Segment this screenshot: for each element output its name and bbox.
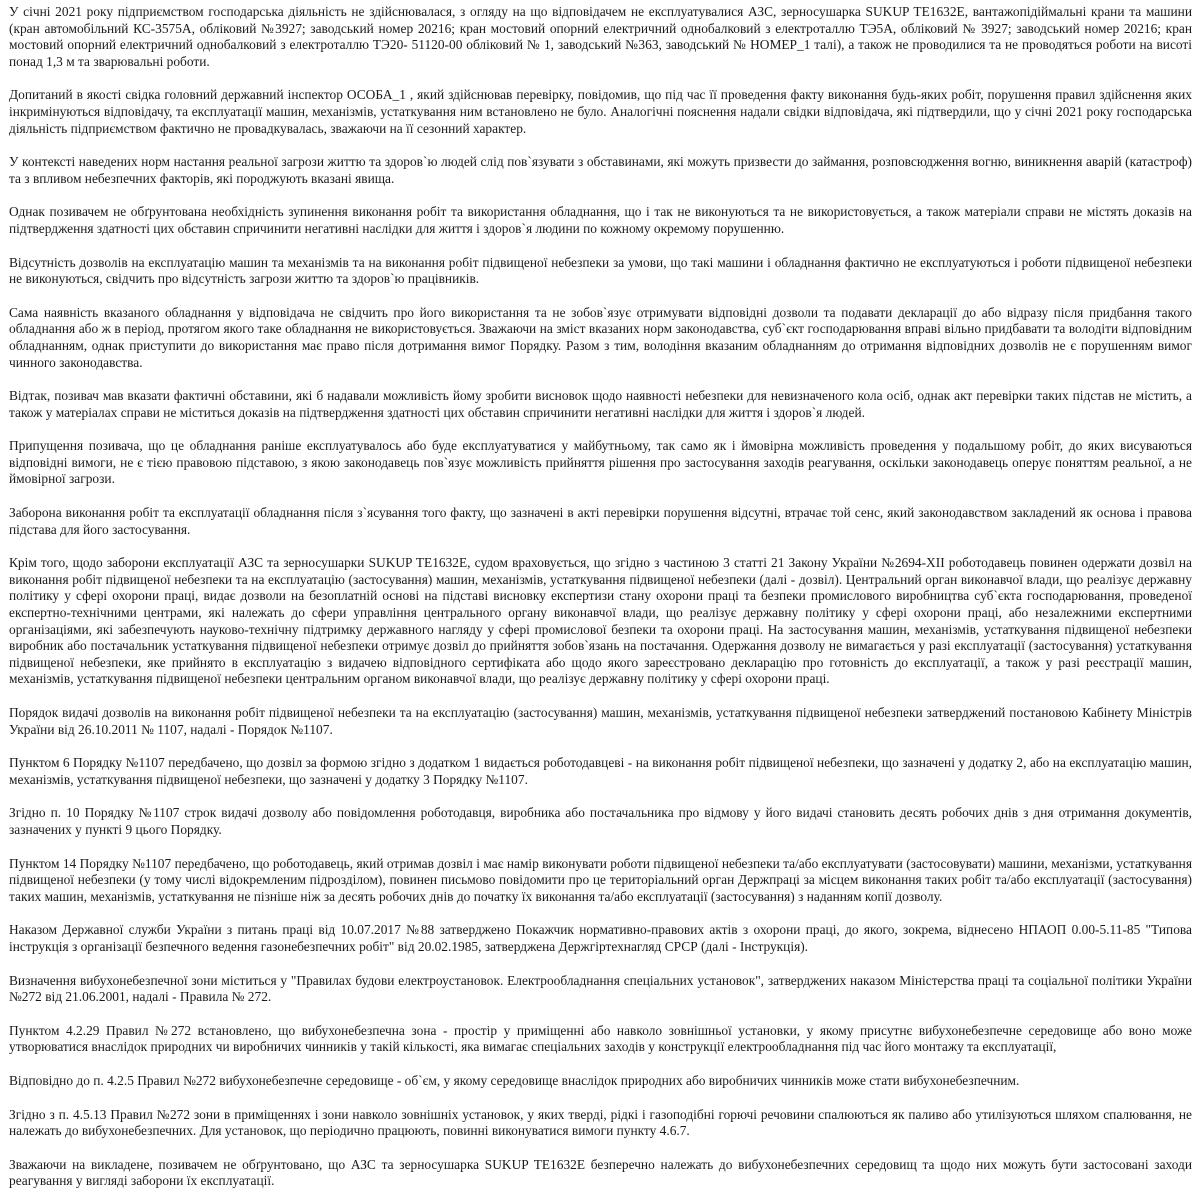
paragraph: Однак позивачем не обґрунтована необхідність зупинення виконання робіт та використання обладнання, що і так не виконуються та не використовується, а також матеріали справи не містять доказів на підтвердження здатності цих обставин спричинити негативні наслідки для життя і здоров`я людини по кожному окремому порушенню. [9,204,1192,236]
paragraph: Відсутність дозволів на експлуатацію машин та механізмів та на виконання робіт підвищеної небезпеки за умови, що такі машини і обладнання фактично не експлуатуються і роботи підвищеної небезпеки не виконуються, свідчить про відсутність загрози життю та здоров`ю працівників. [9,254,1192,287]
paragraph: Пунктом 6 Порядку №1107 передбачено, що дозвіл за формою згідно з додатком 1 видається роботодавцеві - на виконання робіт підвищеної небезпеки, що зазначені у додатку 2, або на експлуатацію машин, механізмів, устаткування підвищеної небезпеки, що зазначені у додатку 3 Порядку №1107. [9,755,1192,787]
paragraph: Відповідно до п. 4.2.5 Правил №272 вибухонебезпечне середовище - об`єм, у якому середовище внаслідок природних або виробничих чинників може стати вибухонебезпечним. [9,1072,1020,1088]
paragraph: Порядок видачі дозволів на виконання робіт підвищеної небезпеки та на експлуатацію (застосування) машин, механізмів, устаткування підвищеної небезпеки затверджений постановою Кабінету Міністрів України від 26.10.2011 № 1107, надалі - Порядок №1107. [9,705,1192,737]
paragraph: Наказом Державної служби України з питань праці від 10.07.2017 №88 затверджено Покажчик нормативно-правових актів з охорони праці, до якого, зокрема, віднесено НПАОП 0.00-5.11-85 "Типова інструкція з організації безпечного ведення газонебезпечних робіт" від 20.02.1985, затверджена Держгіртехнагляд СРСР (далі - Інструкція). [9,922,1192,954]
paragraph: Відтак, позивач мав вказати фактичні обставини, які б надавали можливість йому зробити висновок щодо наявності небезпеки для невизначеного кола осіб, однак акт перевірки таких підстав не містить, а також у матеріалах справи не міститься доказів на підтвердження здатності цих обставин спричинити негативні наслідки для життя і здоров`я людей. [9,388,1192,420]
paragraph: Пунктом 4.2.29 Правил №272 встановлено, що вибухонебезпечна зона - простір у приміщенні або навколо зовнішньої установки, у якому присутнє вибухонебезпечне середовище або воно може утворюватися внаслідок природних чи виробничих чинників у такій кількості, яка вимагає спеціальних заходів у конструкції електрообладнання під час його монтажу та експлуатації, [9,1022,1192,1055]
paragraph: У січні 2021 року підприємством господарська діяльність не здійснювалася, з огляду на що відповідачем не експлуатувалися АЗС, зерносушарка SUKUP TE1632E, вантажопідіймальні крани та машини (кран автомобільний КС-3575А, обліковий №3927; заводський номер 20216; кран мостовий опорний електричний однобалковий з електроталлю ТЭ5А, обліковий № 3927; заводський номер 20216; кран мостовий опорний електричний однобалковий з електроталлю ТЭ20- 51120-00 обліковий № 1, заводський №363, заводський № НОМЕР_1 талі), а також не проводилися та не проводяться роботи на висоті понад 1,3 м та зварювальні роботи. [9,4,1192,69]
paragraph: Зважаючи на викладене, позивачем не обґрунтовано, що АЗС та зерносушарка SUKUP TE1632E безперечно належать до вибухонебезпечних середовищ та щодо них можуть бути застосовані заходи реагування у вигляді заборони їх експлуатації. [9,1156,1192,1189]
paragraph: Визначення вибухонебезпечної зони міститься у "Правилах будови електроустановок. Електрообладнання спеціальних установок", затверджених наказом Міністерства праці та соціальної політики України №272 від 21.06.2001, надалі - Правила № 272. [9,972,1192,1005]
paragraph: Пунктом 14 Порядку №1107 передбачено, що роботодавець, який отримав дозвіл і має намір виконувати роботи підвищеної небезпеки та/або експлуатувати (застосовувати) машини, механізми, устаткування підвищеної небезпеки (у тому числі відокремленим підрозділом), повинен письмово повідомити про це територіальний орган Держпраці за місцем виконання таких робіт та/або експлуатації (застосування) таких машин, механізмів, устаткування не пізніше ніж за десять робочих днів до початку їх виконання та/або експлуатації (застосування) з наданням копії дозволу. [9,855,1192,904]
paragraph: Сама наявність вказаного обладнання у відповідача не свідчить про його використання та не зобов`язує отримувати відповідні дозволи та подавати декларації до або відразу після придбання такого обладнання або ж в період, протягом якого таке обладнання не використовується. Зважаючи на зміст вказаних норм законодавства, суб`єкт господарювання вправі вільно придбавати та володіти відповідним обладнанням, однак приступити до використання має право після дотримання вимог Порядку. Разом з тим, володіння вказаним обладнанням до отримання відповідних дозволів не є порушенням вимог чинного законодавства. [9,304,1192,370]
paragraph: Заборона виконання робіт та експлуатації обладнання після з`ясування того факту, що зазначені в акті перевірки порушення відсутні, втрачає той сенс, який законодавством закладений як основа і правова підстава для його застосування. [9,505,1192,537]
paragraph: У контексті наведених норм настання реальної загрози життю та здоров`ю людей слід пов`язувати з обставинами, які можуть призвести до займання, розповсюдження вогню, виникнення аварій (катастроф) та з впливом небезпечних факторів, які породжують вказані явища. [9,154,1192,186]
paragraph: Припущення позивача, що це обладнання раніше експлуатувалось або буде експлуатуватися у майбутньому, так само як і ймовірна можливість проведення у подальшому робіт, до яких висуваються відповідні вимоги, не є тією правовою підставою, з якою законодавець пов`язує можливість прийняття рішення про застосування заходів реагування, оскільки законодавець оперує поняттям реальної, а не ймовірної загрози. [9,438,1192,487]
paragraph: Згідно з п. 4.5.13 Правил №272 зони в приміщеннях і зони навколо зовнішніх установок, у яких тверді, рідкі і газоподібні горючі речовини спалюються як паливо або утилізуються шляхом спалювання, не належать до вибухонебезпечних. Для установок, що періодично працюють, повинні виконуватися вимоги пункту 4.6.7. [9,1106,1192,1139]
paragraph: Допитаний в якості свідка головний державний інспектор ОСОБА_1 , який здійснював перевірку, повідомив, що під час її проведення факту виконання будь-яких робіт, порушення правил здійснення яких інкримінуються відповідачу, та експлуатації машин, механізмів, устаткування ним встановлено не було. Аналогічні пояснення надали свідки відповідача, які підтвердили, що у січні 2021 року господарська діяльність підприємством фактично не провадкувалась, зважаючи на її сезонний характер. [9,87,1192,136]
paragraph: Згідно п. 10 Порядку №1107 строк видачі дозволу або повідомлення роботодавця, виробника або постачальника про відмову у його видачі становить десять робочих днів з дня отримання документів, зазначених у пункті 9 цього Порядку. [9,805,1192,837]
paragraph: Крім того, щодо заборони експлуатації АЗС та зерносушарки SUKUP TE1632E, судом враховується, що згідно з частиною 3 статті 21 Закону України №2694-XII роботодавець повинен одержати дозвіл на виконання робіт підвищеної небезпеки та на експлуатацію (застосування) машин, механізмів, устаткування підвищеної небезпеки (далі - дозвіл). Центральний орган виконавчої влади, що реалізує державну політику у сфері охорони праці, видає дозволи на безоплатній основі на підставі висновку експертизи стану охорони праці та безпеки промислового виробництва суб`єкта господарювання, проведеної експертно-технічними центрами, які належать до сфери управління центрального органу виконавчої влади, що реалізує державну політику у сфері охорони праці, або незалежними експертними організаціями, які забезпечують науково-технічну підтримку державного нагляду у сфері промислової безпеки та охорони праці. На застосування машин, механізмів, устаткування підвищеної небезпеки виробник або постачальник устаткування підвищеної небезпеки отримує дозвіл до прийняття зобов`язань на постачання. Одержання дозволу не вимагається у разі експлуатації (застосування) устаткування підвищеної небезпеки, яке прийнято в експлуатацію з видачею відповідного сертифіката або щодо якого зареєстровано декларацію про готовність до експлуатації, а також у разі реєстрації машин, механізмів, устаткування підвищеної небезпеки центральним органом виконавчої влади, що реалізує державну політику у сфері охорони праці. [9,555,1192,687]
